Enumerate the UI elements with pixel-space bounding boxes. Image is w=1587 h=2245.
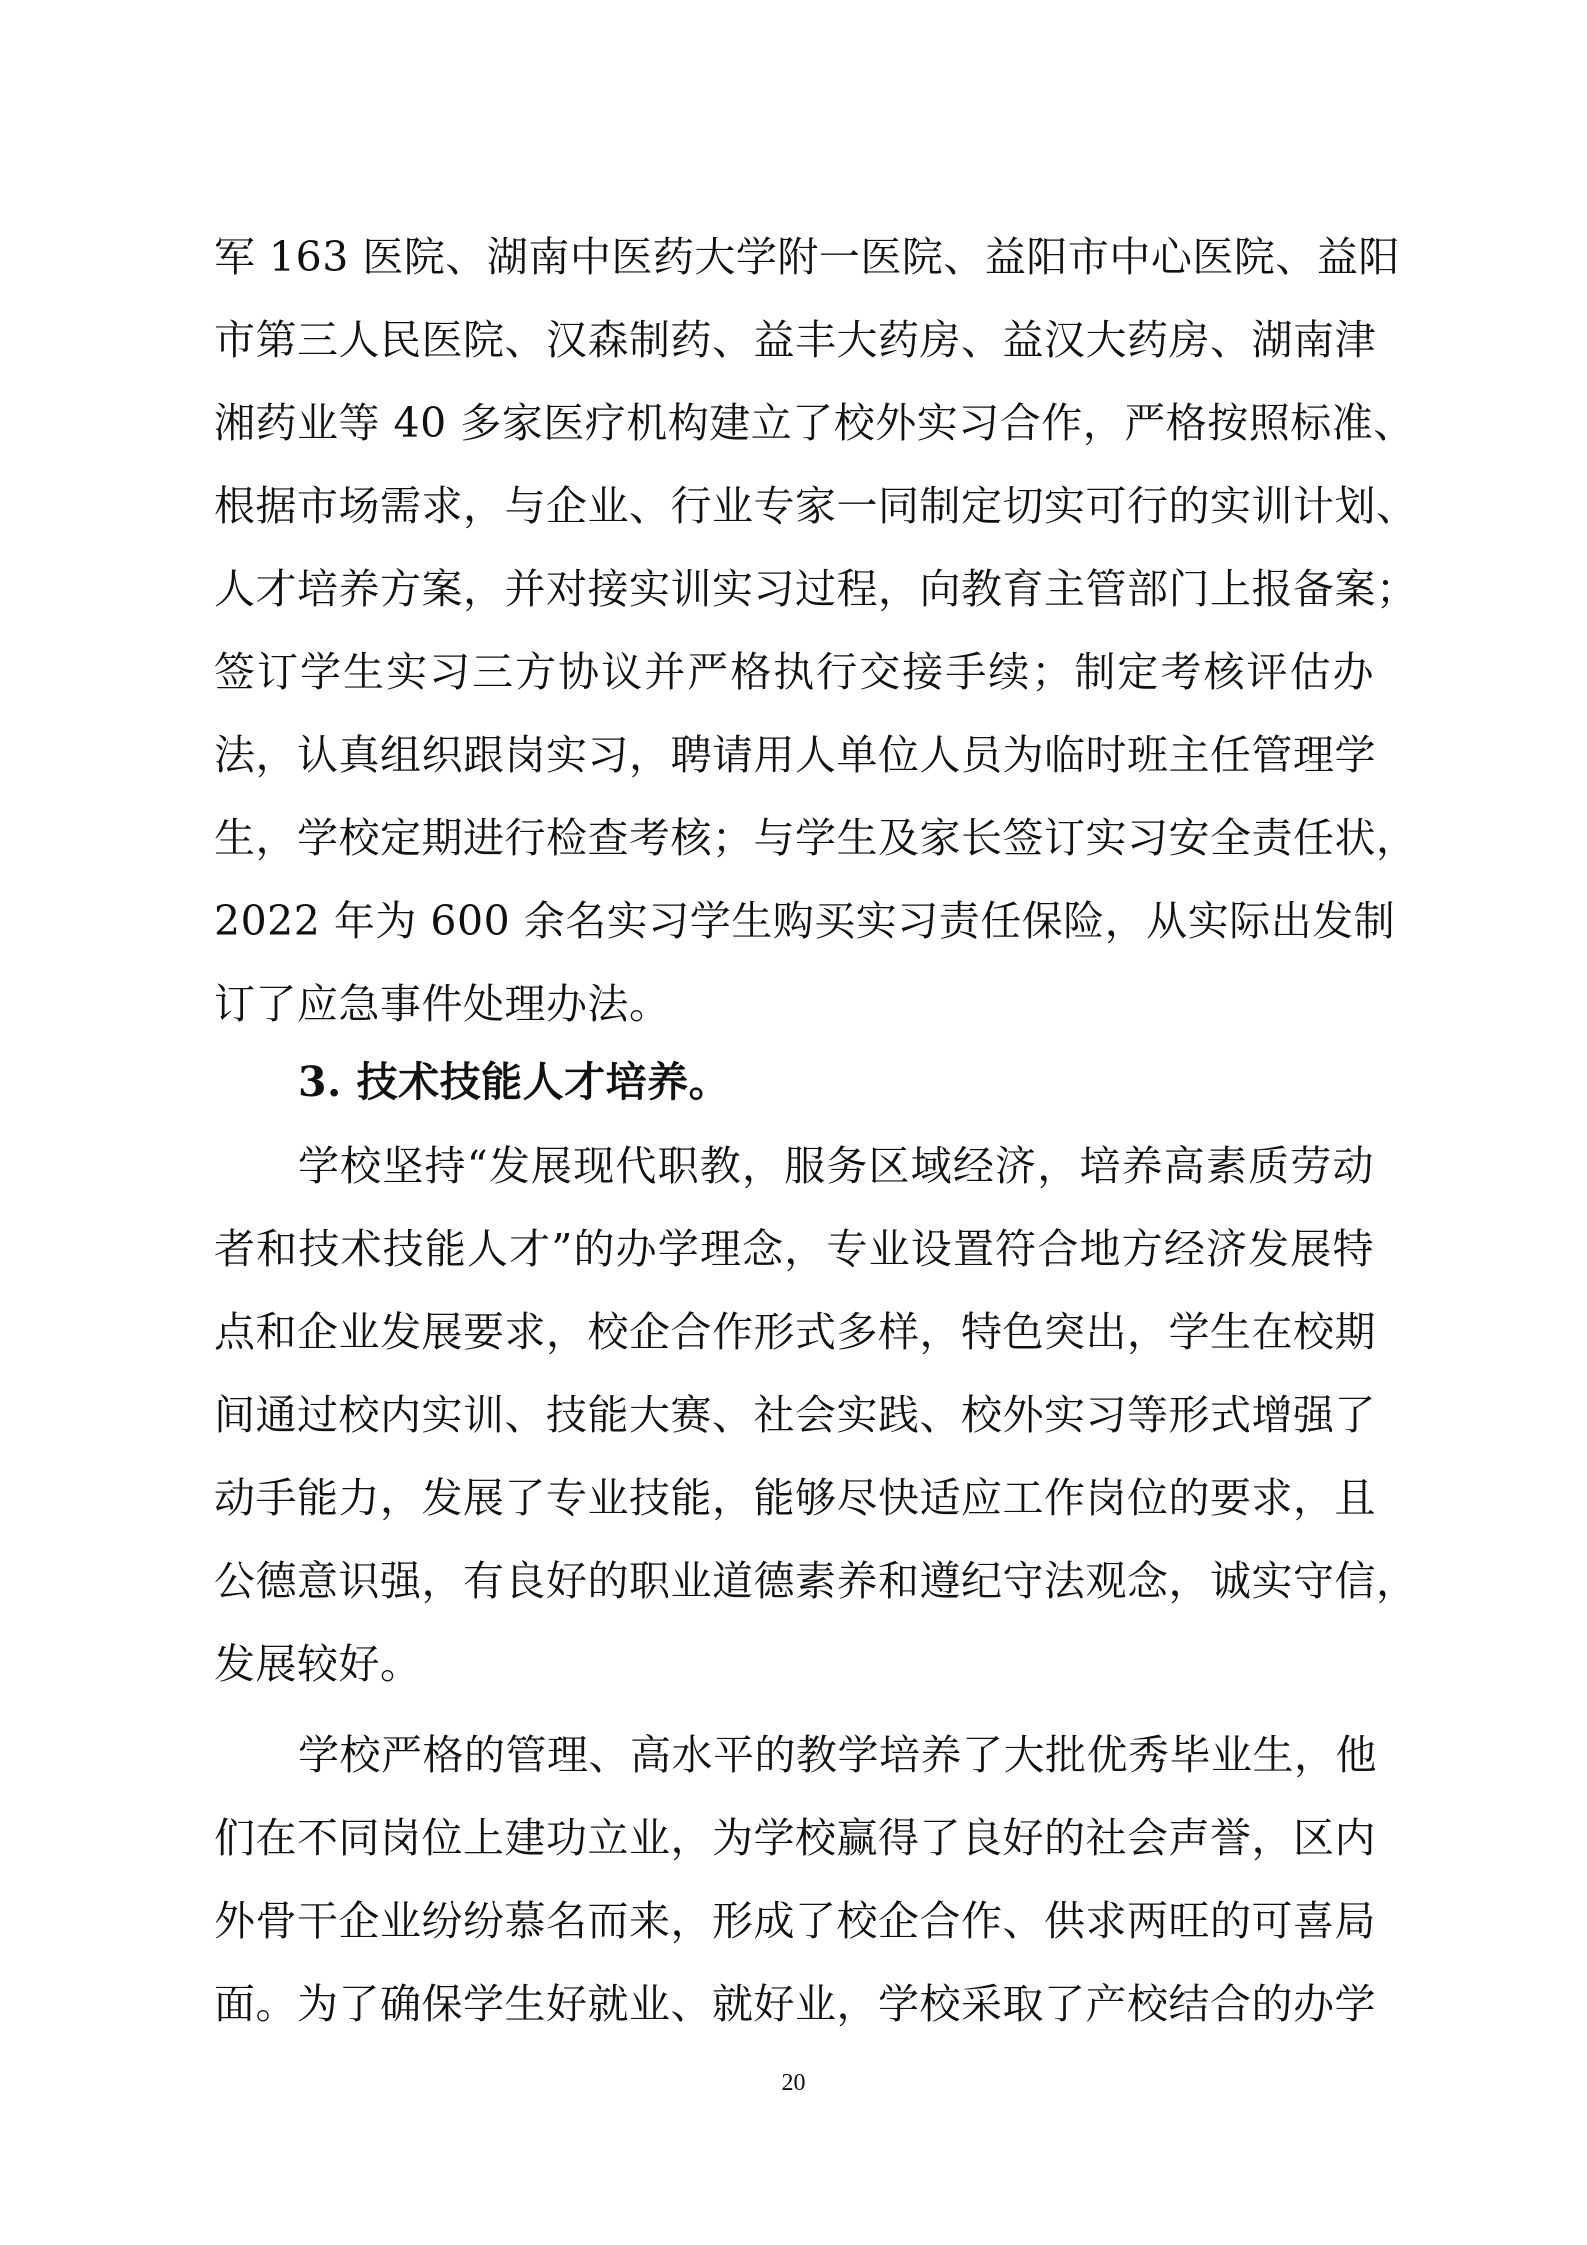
section-heading: 3. 技术技能人才培养。 bbox=[298, 1058, 731, 1106]
paragraph-line: 间通过校内实训、技能大赛、社会实践、校外实习等形式增强了 bbox=[214, 1391, 1376, 1439]
paragraph-line: 们在不同岗位上建功立业，为学校赢得了良好的社会声誉，区内 bbox=[214, 1814, 1376, 1862]
paragraph-line: 市第三人民医院、汉森制药、益丰大药房、益汉大药房、湖南津 bbox=[214, 316, 1376, 364]
paragraph-line: 根据市场需求，与企业、行业专家一同制定切实可行的实训计划、 bbox=[214, 482, 1418, 530]
paragraph-line: 点和企业发展要求，校企合作形式多样，特色突出，学生在校期 bbox=[214, 1308, 1376, 1356]
paragraph-line: 人才培养方案，并对接实训实习过程，向教育主管部门上报备案； bbox=[214, 565, 1418, 613]
paragraph-line: 发展较好。 bbox=[214, 1640, 422, 1688]
paragraph-line: 外骨干企业纷纷慕名而来，形成了校企合作、供求两旺的可喜局 bbox=[214, 1897, 1376, 1945]
paragraph-line: 签订学生实习三方协议并严格执行交接手续；制定考核评估办 bbox=[214, 648, 1374, 696]
paragraph-line: 法，认真组织跟岗实习，聘请用人单位人员为临时班主任管理学 bbox=[214, 731, 1376, 779]
paragraph-line: 学校严格的管理、高水平的教学培养了大批优秀毕业生，他 bbox=[298, 1731, 1377, 1779]
paragraph-line: 生，学校定期进行检查考核；与学生及家长签订实习安全责任状， bbox=[214, 814, 1418, 862]
paragraph-line: 2022 年为 600 余名实习学生购买实习责任保险，从实际出发制 bbox=[214, 897, 1396, 945]
paragraph-line: 者和技术技能人才”的办学理念，专业设置符合地方经济发展特 bbox=[214, 1225, 1374, 1273]
paragraph-line: 学校坚持“发展现代职教，服务区域经济，培养高素质劳动 bbox=[298, 1142, 1374, 1190]
paragraph-line: 公德意识强，有良好的职业道德素养和遵纪守法观念，诚实守信， bbox=[214, 1557, 1418, 1605]
paragraph-line: 订了应急事件处理办法。 bbox=[214, 980, 671, 1028]
paragraph-line: 湘药业等 40 多家医疗机构建立了校外实习合作，严格按照标准、 bbox=[214, 399, 1415, 447]
paragraph-line: 面。为了确保学生好就业、就好业，学校采取了产校结合的办学 bbox=[214, 1980, 1376, 2028]
paragraph-line: 动手能力，发展了专业技能，能够尽快适应工作岗位的要求，且 bbox=[214, 1474, 1376, 1522]
paragraph-line: 军 163 医院、湖南中医药大学附一医院、益阳市中心医院、益阳 bbox=[214, 233, 1400, 281]
page-number: 20 bbox=[781, 2070, 806, 2096]
